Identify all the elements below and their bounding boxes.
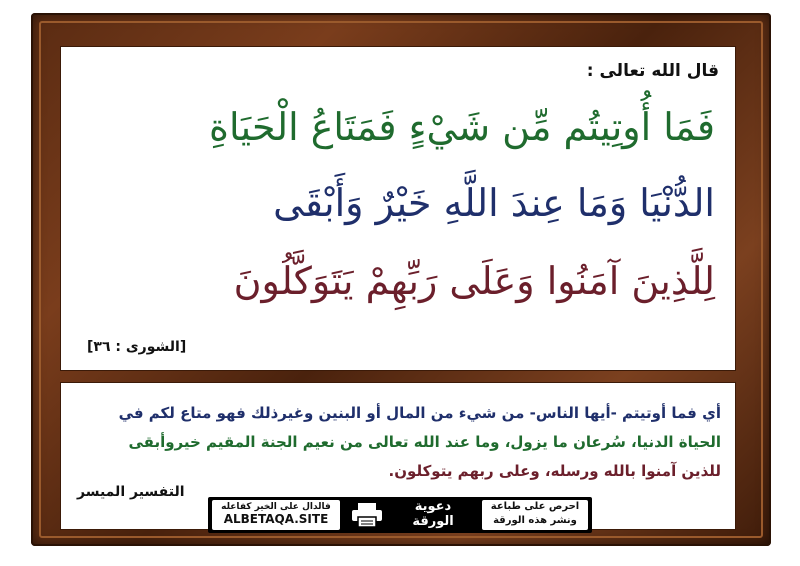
tafsir-line-1: أي فما أوتيتم -أيها الناس- من شيء من المال أو البنين وغيرذلك فهو متاع لكم في <box>118 404 721 422</box>
print-note-box <box>482 500 588 530</box>
printer-icon[interactable] <box>350 503 384 527</box>
tafsir-text <box>71 399 721 486</box>
verse-panel <box>60 46 736 371</box>
site-box[interactable] <box>212 500 340 530</box>
verse-line-3: لِلَّذِينَ آمَنُوا وَعَلَى رَبِّهِمْ يَتَوَكَّلُونَ <box>233 259 715 303</box>
tafsir-source: التفسير الميسر <box>77 484 185 500</box>
hadith-text: فالدال على الخير كفاعله <box>221 502 331 512</box>
logo-line-2: الورقة <box>412 514 454 529</box>
logo-line-1: دعوية <box>414 499 452 514</box>
verse-intro: قال الله تعالى : <box>586 61 719 81</box>
verse-line-1: فَمَا أُوتِيتُم مِّن شَيْءٍ فَمَتَاعُ الْحَيَاةِ <box>209 105 715 149</box>
print-note-1: احرص على طباعة <box>490 501 580 512</box>
tafsir-line-3: للذين آمنوا بالله ورسله، وعلى ربهم يتوكلون. <box>388 462 721 480</box>
print-note-2: ونشر هذه الورقة <box>493 515 577 526</box>
site-link[interactable]: ALBETAQA.SITE <box>223 512 329 526</box>
footer-bar <box>208 497 592 533</box>
verse-reference: [الشورى : ٣٦] <box>87 339 187 355</box>
dawah-logo <box>398 499 468 531</box>
tafsir-line-2: الحياة الدنيا، سُرعان ما يزول، وما عند الله تعالى من نعيم الجنة المقيم خيروأبقى <box>128 433 721 451</box>
verse-line-2: الدُّنْيَا وَمَا عِندَ اللَّهِ خَيْرٌ وَأَبْقَى <box>273 181 715 225</box>
